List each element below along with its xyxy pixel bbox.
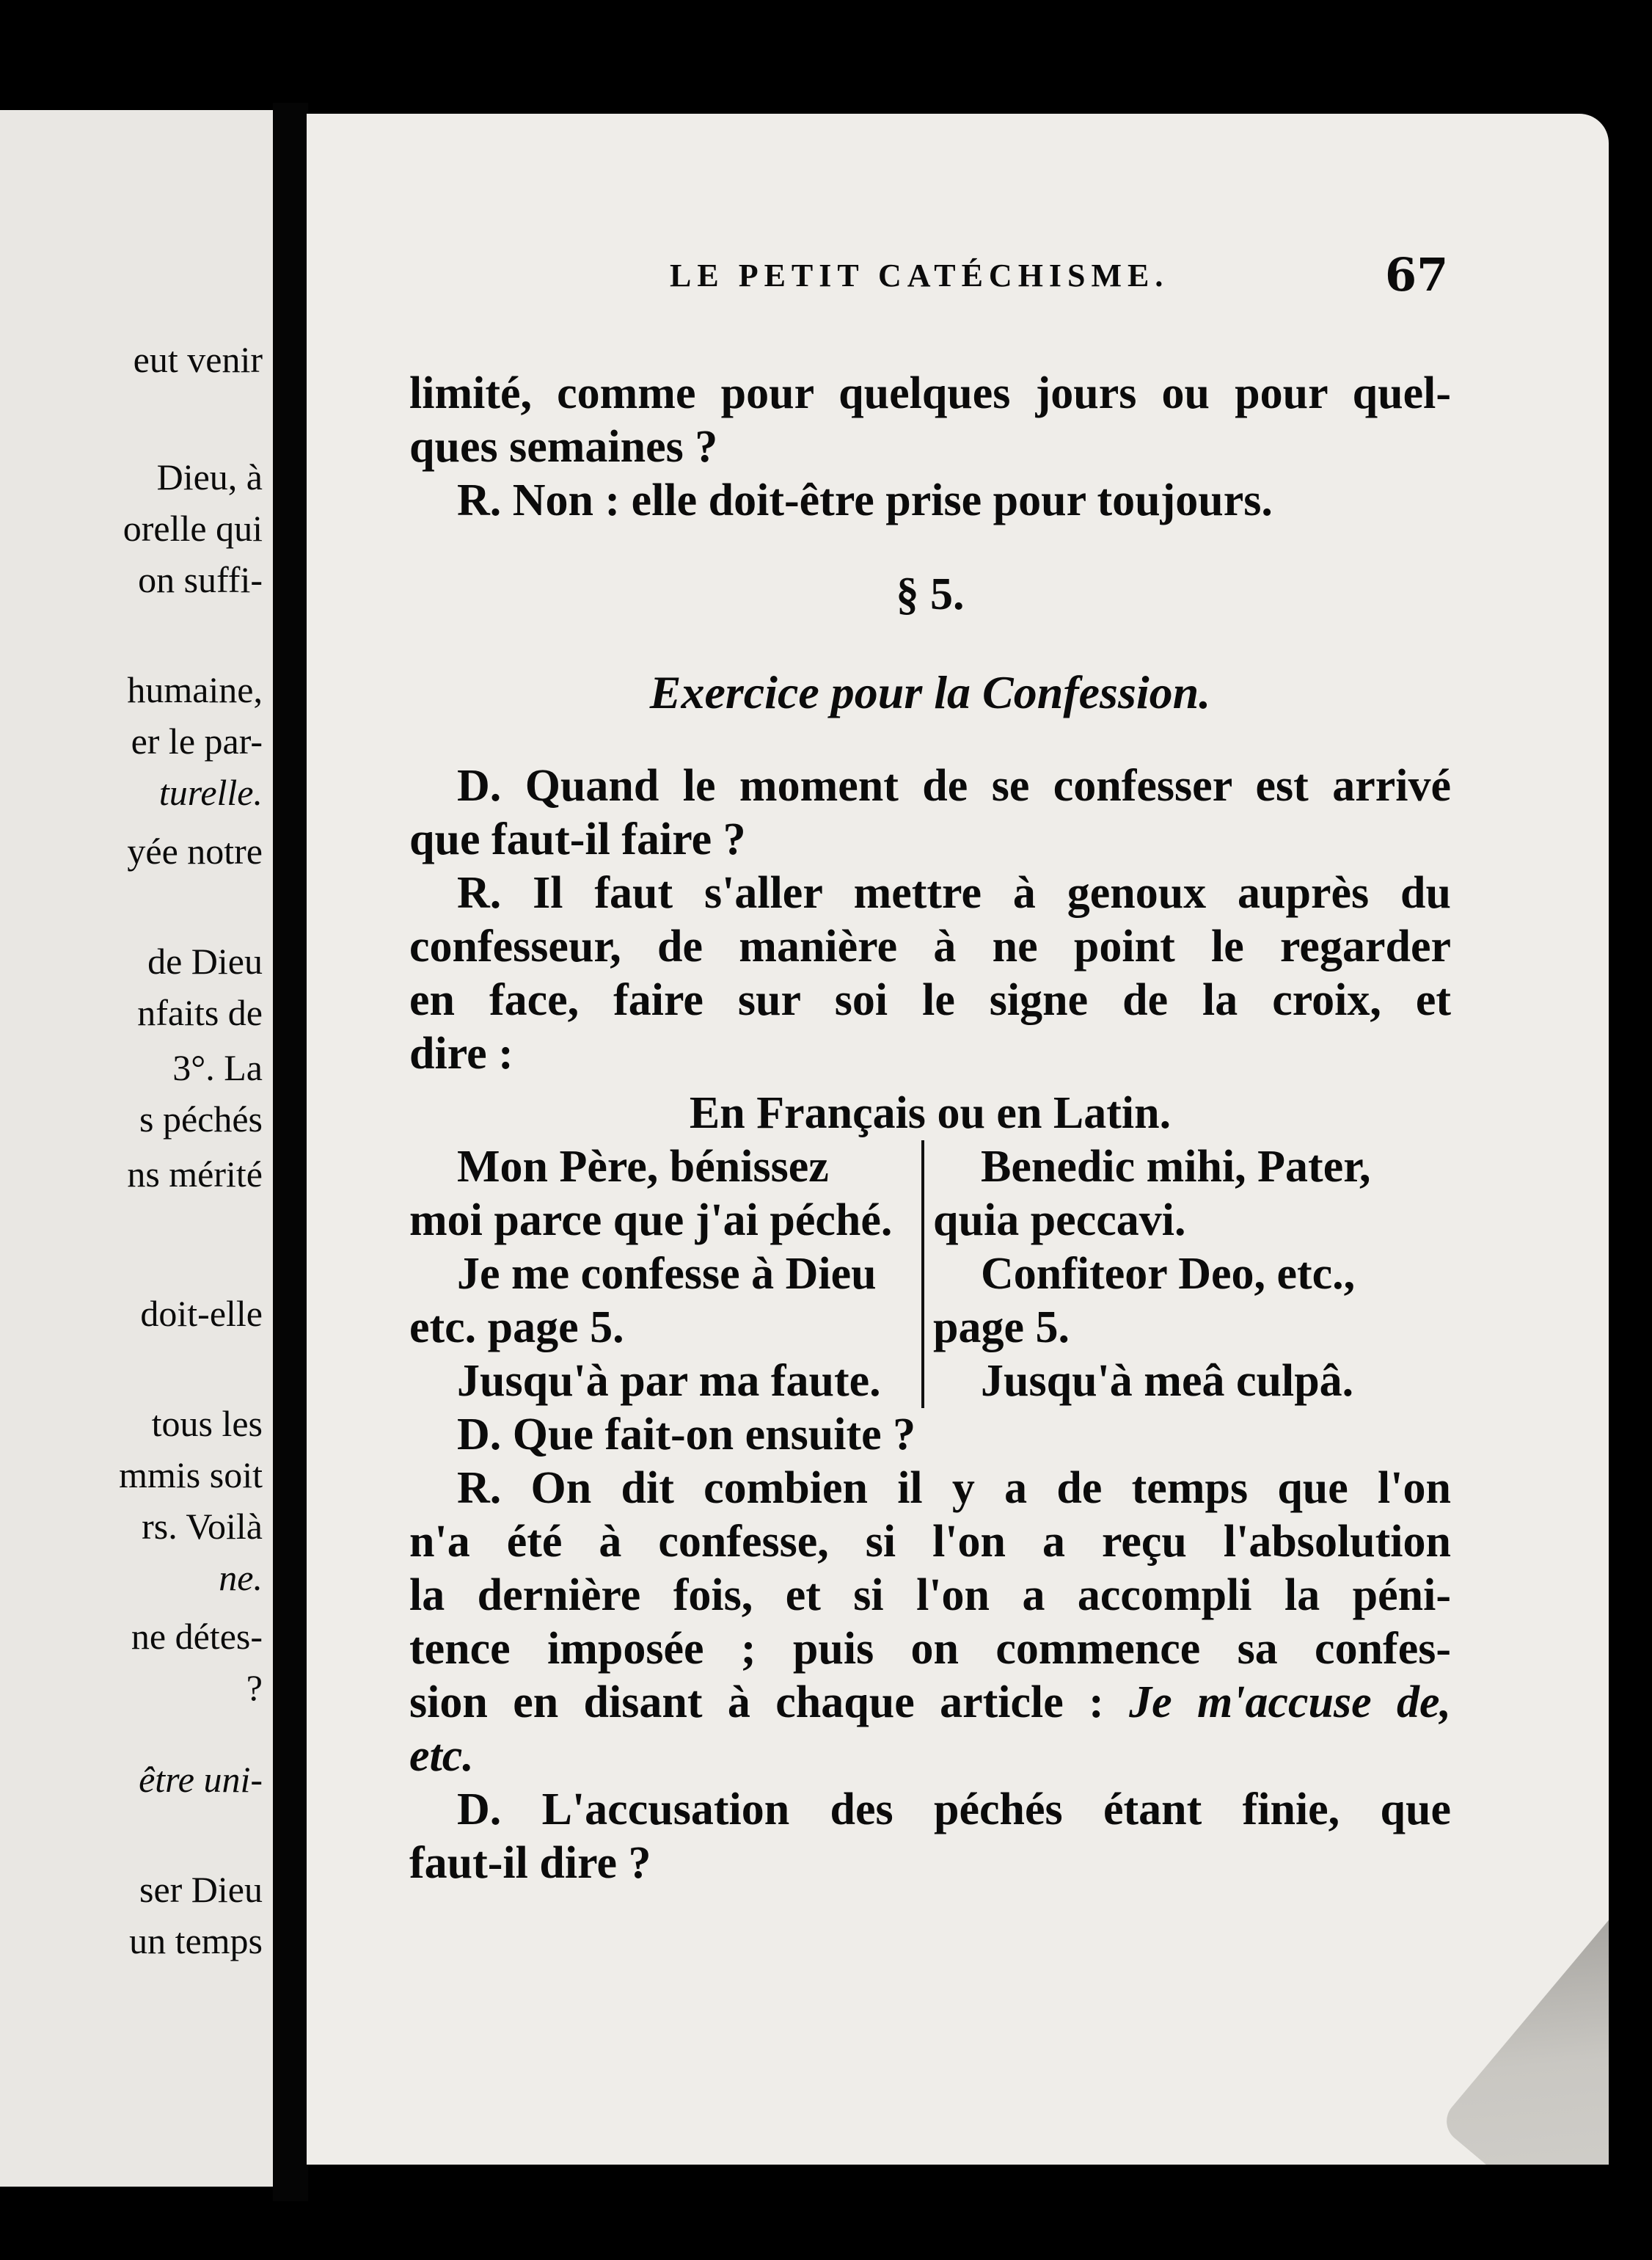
latin-line: page 5.	[933, 1302, 1070, 1352]
page-header	[307, 248, 1609, 316]
question-line: faut-il dire ?	[409, 1838, 651, 1888]
left-page	[0, 110, 273, 2187]
left-text-line: doit-elle	[140, 1293, 263, 1334]
left-text-line: être uni-	[139, 1759, 263, 1800]
latin-line: quia peccavi.	[933, 1195, 1186, 1245]
left-text-line: yée notre	[127, 831, 263, 872]
book-gutter	[273, 103, 308, 2201]
french-line: Je me confesse à Dieu	[457, 1249, 877, 1299]
question-line: D. Que fait-on ensuite ?	[457, 1410, 916, 1459]
prayer-columns	[409, 1140, 1451, 1408]
left-text-line: rs. Voilà	[142, 1506, 263, 1547]
left-text-line: er le par-	[131, 721, 263, 762]
left-text-line: ne.	[219, 1557, 263, 1598]
answer-text: sion en disant à chaque article :	[409, 1677, 1130, 1727]
text-line: R. Non : elle doit-être prise pour toujours.	[457, 475, 1273, 525]
left-text-line: humaine,	[127, 669, 263, 710]
left-text-line: on suffi-	[138, 559, 263, 600]
latin-line: Jusqu'à meâ culpâ.	[981, 1356, 1354, 1406]
answer-line: confesseur, de manière à ne point le regarder	[409, 922, 1451, 972]
running-title: LE PETIT CATÉCHISME.	[670, 258, 1169, 294]
italic-formula: Je m'accuse de,	[1129, 1677, 1451, 1727]
french-line: etc. page 5.	[409, 1302, 624, 1352]
left-text-line: Dieu, à	[156, 456, 263, 497]
question-line: que faut-il faire ?	[409, 814, 746, 864]
text-line: ques semaines ?	[409, 422, 718, 472]
left-text-line: ?	[246, 1667, 263, 1708]
answer-line: dire :	[409, 1029, 513, 1079]
latin-line: Confiteor Deo, etc.,	[981, 1249, 1356, 1299]
left-text-line: nfaits de	[137, 992, 263, 1033]
text-line: limité, comme pour quelques jours ou pour quel-	[409, 368, 1451, 418]
left-text-line: tous les	[151, 1403, 263, 1444]
answer-line: R. Il faut s'aller mettre à genoux auprès du	[457, 868, 1451, 918]
page-body	[409, 367, 1451, 1890]
answer-line: la dernière fois, et si l'on a accompli la péni-	[409, 1570, 1451, 1620]
french-line: Mon Père, bénissez	[457, 1142, 829, 1192]
left-text-line: eut venir	[133, 339, 263, 380]
section-title: Exercice pour la Confession.	[649, 666, 1211, 718]
answer-line: n'a été à confesse, si l'on a reçu l'absolution	[409, 1517, 1451, 1567]
section-number: § 5.	[896, 569, 965, 619]
languages-heading: En Français ou en Latin.	[689, 1088, 1172, 1138]
french-line: Jusqu'à par ma faute.	[457, 1356, 881, 1406]
left-text-line: mmis soit	[119, 1454, 263, 1495]
answer-line	[409, 1676, 1451, 1729]
latin-line: Benedic mihi, Pater,	[981, 1142, 1371, 1192]
right-page	[307, 114, 1609, 2165]
french-line: moi parce que j'ai péché.	[409, 1195, 893, 1245]
left-text-line: un temps	[129, 1920, 263, 1961]
left-text-line: ns mérité	[127, 1153, 263, 1195]
answer-line: tence imposée ; puis on commence sa confes-	[409, 1624, 1451, 1674]
answer-line: etc.	[409, 1731, 474, 1781]
left-text-line: turelle.	[158, 772, 263, 813]
question-line: D. L'accusation des péchés étant finie, que	[457, 1785, 1451, 1834]
left-text-line: 3°. La	[172, 1047, 263, 1088]
left-text-line: orelle qui	[123, 508, 263, 549]
left-text-line: de Dieu	[147, 941, 263, 982]
answer-line: en face, faire sur soi le signe de la croix, et	[409, 975, 1451, 1025]
french-column	[409, 1140, 924, 1408]
page-number: 67	[1385, 248, 1449, 302]
folded-page-corner	[1438, 1854, 1609, 2165]
question-line: D. Quand le moment de se confesser est arrivé	[457, 761, 1451, 811]
left-text-line: ser Dieu	[139, 1869, 263, 1910]
latin-column	[924, 1140, 1451, 1408]
answer-line: R. On dit combien il y a de temps que l'on	[457, 1463, 1451, 1513]
left-text-line: ne détes-	[131, 1616, 263, 1657]
left-text-line: s péchés	[139, 1098, 263, 1140]
